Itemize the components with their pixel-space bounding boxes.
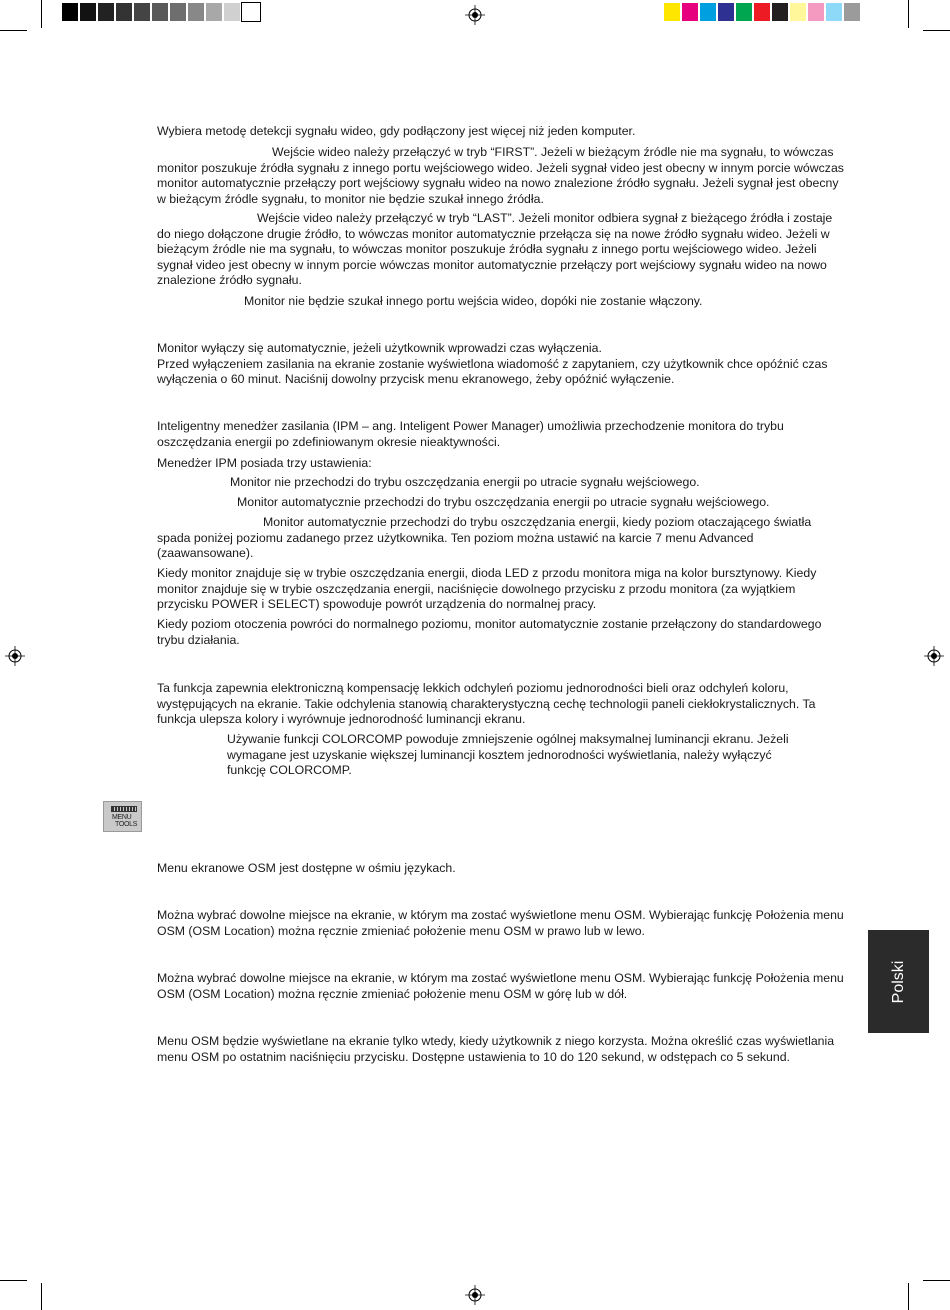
colorcomp-text: Ta funkcja zapewnia elektroniczną kompensację lekkich odchyleń poziomu jednorodności bieli oraz odchyleń koloru, występujących na ekranie. Takie odchylenia stanowią charakterystyczną cechę technologii paneli ciekłokrystalicznych. Ta funkcja ulepsza kolory i wyrównuje jednorodność luminancji ekranu. bbox=[157, 681, 816, 727]
crosshair-circle-icon bbox=[5, 646, 25, 666]
video-detect-none: Monitor nie będzie szukał innego portu wejścia wideo, dopóki nie zostanie włączony. bbox=[244, 294, 703, 308]
color-calibration-bar bbox=[664, 3, 862, 21]
crop-mark bbox=[908, 1283, 909, 1310]
calibration-swatch bbox=[826, 3, 844, 21]
grayscale-calibration-bar bbox=[62, 3, 260, 21]
calibration-swatch bbox=[62, 3, 80, 21]
calibration-swatch bbox=[116, 3, 134, 21]
video-detect-intro: Wybiera metodę detekcji sygnału wideo, gdy podłączony jest więcej niż jeden komputer. bbox=[157, 124, 636, 138]
osm-v-position-text: Można wybrać dowolne miejsce na ekranie, w którym ma zostać wyświetlone menu OSM. Wybierając funkcję Położenia menu OSM (OSM Location) można ręcznie zmieniać położenie menu OSM w górę lub w dół. bbox=[157, 971, 844, 1001]
crop-mark bbox=[41, 0, 42, 28]
crop-mark bbox=[41, 1283, 42, 1310]
language-side-tab bbox=[868, 930, 929, 1033]
crosshair-circle-icon bbox=[465, 5, 485, 25]
calibration-swatch bbox=[188, 3, 206, 21]
calibration-swatch bbox=[242, 3, 260, 21]
crop-mark bbox=[0, 1280, 27, 1281]
calibration-swatch bbox=[682, 3, 700, 21]
video-detect-last: Wejście video należy przełączyć w tryb “LAST”. Jeżeli monitor odbiera sygnał z bieżącego źródła i zostaje do niego dołączone drugie źródło, to wówczas monitor automatycznie przełącza się na nowe źródło sygnału wideo. Jeżeli w bieżącym źródle nie ma sygnału, to wówczas monitor poszukuje źródła sygnału z innego portu wejściowego wideo. Jeżeli sygnał video jest obecny w innym porcie wówczas monitor automatycznie przełączy port wejściowy sygnału wideo na nowo znalezione źródło sygnału. bbox=[157, 211, 833, 288]
calibration-swatch bbox=[700, 3, 718, 21]
calibration-swatch bbox=[790, 3, 808, 21]
osm-h-position-text: Można wybrać dowolne miejsce na ekranie, w którym ma zostać wyświetlone menu OSM. Wybierając funkcję Położenia menu OSM (OSM Location) można ręcznie zmieniać położenie menu OSM w prawo lub w lewo. bbox=[157, 908, 844, 938]
crop-mark bbox=[0, 30, 27, 31]
language-text: Menu ekranowe OSM jest dostępne w ośmiu językach. bbox=[157, 861, 456, 875]
crop-mark bbox=[908, 0, 909, 28]
calibration-swatch bbox=[80, 3, 98, 21]
ipm-restore-text: Kiedy poziom otoczenia powróci do normalnego poziomu, monitor automatycznie zostanie przełączony do standardowego trybu działania. bbox=[157, 617, 822, 647]
calibration-swatch bbox=[808, 3, 826, 21]
off-timer-text: Monitor wyłączy się automatycznie, jeżeli użytkownik wprowadzi czas wyłączenia. Przed wyłączeniem zasilania na ekranie zostanie wyświetlona wiadomość z zapytaniem, czy użytkownik chce opóźnić czas wyłączenia o 60 minut. Naciśnij dowolny przycisk menu ekranowego, żeby opóźnić wyłączenie. bbox=[157, 341, 828, 387]
menu-tools-icon bbox=[103, 801, 142, 832]
ipm-setting-custom: Monitor automatycznie przechodzi do trybu oszczędzania energii, kiedy poziom otaczającego światła spada poniżej poziomu zadanego przez użytkownika. Ten poziom można ustawić na karcie 7 menu Advanced (zaawansowane). bbox=[157, 515, 812, 561]
ipm-setting-off: Monitor nie przechodzi do trybu oszczędzania energii po utracie sygnału wejściowego. bbox=[230, 475, 700, 489]
calibration-swatch bbox=[736, 3, 754, 21]
crosshair-circle-icon bbox=[465, 1285, 485, 1305]
calibration-swatch bbox=[772, 3, 790, 21]
calibration-swatch bbox=[718, 3, 736, 21]
menu-icon-line1: MENU bbox=[112, 814, 132, 821]
calibration-swatch bbox=[224, 3, 242, 21]
video-detect-first: Wejście wideo należy przełączyć w tryb “FIRST”. Jeżeli w bieżącym źródle nie ma sygnału, to wówczas monitor poszukuje źródła sygnału z innego portu wejściowego wideo. Jeżeli sygnał video jest obecny w innym porcie wówczas monitor automatycznie przełączy port wejściowy sygnału wideo na nowo znalezione źródło sygnału. Jeżeli sygnał jest obecny w bieżącym źródle sygnału, to monitor nie będzie szukał innego źródła. bbox=[157, 145, 844, 206]
crosshair-circle-icon bbox=[924, 646, 944, 666]
side-tab-label: Polski bbox=[889, 960, 907, 1003]
osm-turn-off-text: Menu OSM będzie wyświetlane na ekranie tylko wtedy, kiedy użytkownik z niego korzysta. Można określić czas wyświetlania menu OSM po ostatnim naciśnięciu przycisku. Dostępne ustawienia to 10 do 120 sekund, w odstępach co 5 sekund. bbox=[157, 1034, 835, 1064]
calibration-swatch bbox=[664, 3, 682, 21]
menu-icon-line2: TOOLS bbox=[115, 821, 138, 828]
ipm-setting-standard: Monitor automatycznie przechodzi do trybu oszczędzania energii po utracie sygnału wejściowego. bbox=[237, 495, 770, 509]
calibration-swatch bbox=[98, 3, 116, 21]
crop-mark bbox=[923, 1280, 950, 1281]
ipm-led-text: Kiedy monitor znajduje się w trybie oszczędzania energii, dioda LED z przodu monitora miga na kolor bursztynowy. Kiedy monitor znajduje się w trybie oszczędzania energii, naciśnięcie dowolnego przycisku z przodu monitora (za wyjątkiem przycisku POWER i SELECT) spowoduje powrót urządzenia do normalnej pracy. bbox=[157, 566, 817, 612]
ipm-intro: Inteligentny menedżer zasilania (IPM – ang. Inteligent Power Manager) umożliwia przechodzenie monitora do trybu oszczędzania energii po zdefiniowanym okresie nieaktywności. bbox=[157, 419, 784, 449]
crop-mark bbox=[923, 30, 950, 31]
ipm-settings-intro: Menedżer IPM posiada trzy ustawienia: bbox=[157, 456, 372, 470]
calibration-swatch bbox=[844, 3, 862, 21]
calibration-swatch bbox=[152, 3, 170, 21]
calibration-swatch bbox=[754, 3, 772, 21]
calibration-swatch bbox=[206, 3, 224, 21]
colorcomp-note: Używanie funkcji COLORCOMP powoduje zmniejszenie ogólnej maksymalnej luminancji ekranu. Jeżeli wymagane jest uzyskanie większej luminancji kosztem jednorodności wyświetlania, należy wyłączyć funkcję COLORCOMP. bbox=[227, 732, 789, 778]
calibration-swatch bbox=[134, 3, 152, 21]
calibration-swatch bbox=[170, 3, 188, 21]
